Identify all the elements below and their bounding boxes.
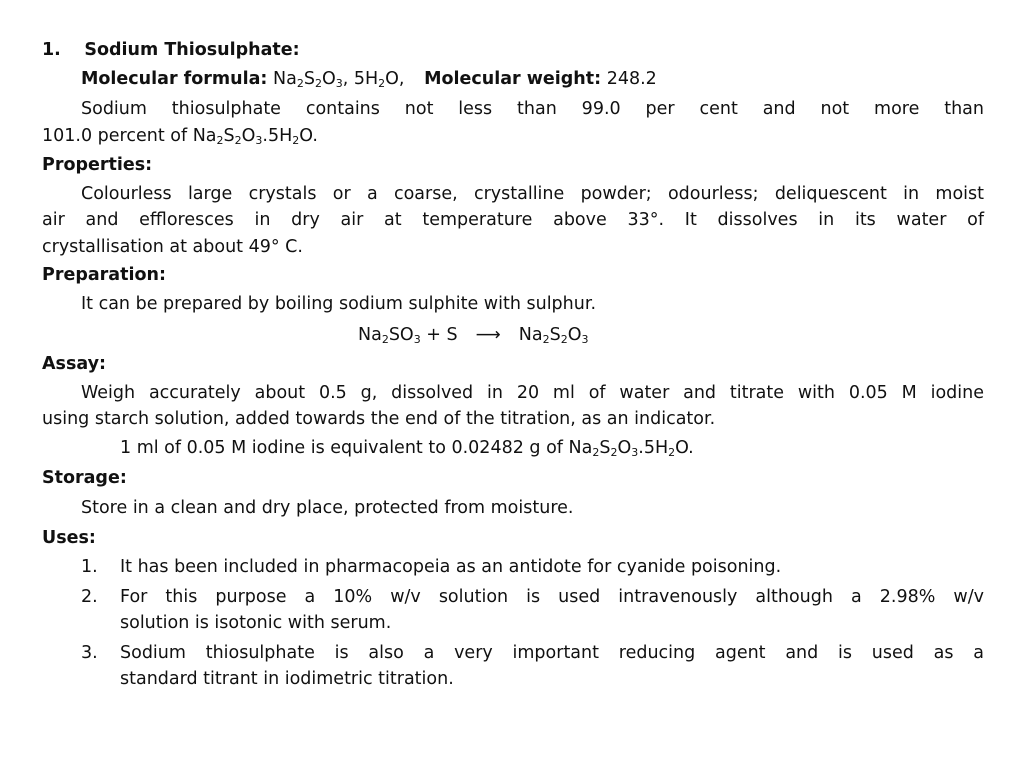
assay-line-1: Weigh accurately about 0.5 g, dissolved in 20 ml of water and titrate with 0.05 M iodine bbox=[81, 383, 984, 403]
molecular-info-line bbox=[81, 66, 657, 92]
uses-item-number: 1. bbox=[81, 557, 98, 577]
uses-item-number: 2. bbox=[81, 587, 98, 607]
molecular-formula: $Na_2S_2O_3$, $5H_2O$, bbox=[273, 69, 405, 90]
properties-heading-text: Properties: bbox=[42, 155, 153, 175]
preparation-heading bbox=[42, 262, 166, 288]
preparation-line-1: It can be prepared by boiling sodium sulphite with sulphur. bbox=[81, 294, 597, 314]
preparation-heading-text: Preparation: bbox=[42, 265, 166, 285]
assay-equivalence bbox=[120, 435, 694, 461]
storage-line-1: Store in a clean and dry place, protected from moisture. bbox=[81, 498, 574, 518]
content-formula: $Na_2S_2O_3.5H_2O$. bbox=[192, 126, 318, 147]
product-formula: $Na_2S_2O_3$ bbox=[518, 325, 589, 346]
uses-heading-text: Uses: bbox=[42, 528, 96, 548]
assay-heading-text: Assay: bbox=[42, 354, 107, 374]
section-number: 1. bbox=[42, 40, 61, 60]
uses-item-3-line-2: standard titrant in iodimetric titration. bbox=[120, 669, 454, 689]
uses-item-2-line-2: solution is isotonic with serum. bbox=[120, 613, 392, 633]
properties-line-1: Colourless large crystals or a coarse, crystalline powder; odourless; deliquescent in moist bbox=[81, 184, 984, 204]
reactant-sulphur: + S bbox=[426, 325, 458, 345]
reaction-equation bbox=[358, 322, 589, 348]
weight-value: 248.2 bbox=[606, 69, 657, 89]
content-line-2 bbox=[42, 123, 318, 149]
uses-heading bbox=[42, 525, 96, 551]
content-line-2-prefix: 101.0 percent of bbox=[42, 126, 188, 146]
storage-heading-text: Storage: bbox=[42, 468, 127, 488]
reactant-formula: $Na_2SO_3$ bbox=[358, 325, 421, 346]
uses-item-1-line-1: It has been included in pharmacopeia as an antidote for cyanide poisoning. bbox=[120, 557, 782, 577]
uses-item-2-line-1: For this purpose a 10% w/v solution is used intravenously although a 2.98% w/v bbox=[120, 587, 984, 607]
section-heading bbox=[42, 37, 300, 63]
equivalence-prefix: 1 ml of 0.05 M iodine is equivalent to 0.02482 g of bbox=[120, 438, 563, 458]
properties-line-2: air and effloresces in dry air at temperature above 33°. It dissolves in its water of bbox=[42, 210, 984, 230]
section-title: Sodium Thiosulphate: bbox=[84, 40, 300, 60]
weight-label: Molecular weight: bbox=[424, 69, 602, 89]
reaction-arrow-icon: ⟶ bbox=[475, 325, 501, 345]
storage-heading bbox=[42, 465, 127, 491]
uses-item-number: 3. bbox=[81, 643, 98, 663]
properties-line-3: crystallisation at about 49° C. bbox=[42, 237, 303, 257]
assay-line-2: using starch solution, added towards the end of the titration, as an indicator. bbox=[42, 409, 716, 429]
equivalence-formula: $Na_2S_2O_3.5H_2O$. bbox=[568, 438, 694, 459]
uses-item-3-line-1: Sodium thiosulphate is also a very important reducing agent and is used as a bbox=[120, 643, 984, 663]
content-line-1: Sodium thiosulphate contains not less than 99.0 per cent and not more than bbox=[81, 99, 984, 119]
formula-label: Molecular formula: bbox=[81, 69, 268, 89]
properties-heading bbox=[42, 152, 152, 178]
assay-heading bbox=[42, 351, 106, 377]
